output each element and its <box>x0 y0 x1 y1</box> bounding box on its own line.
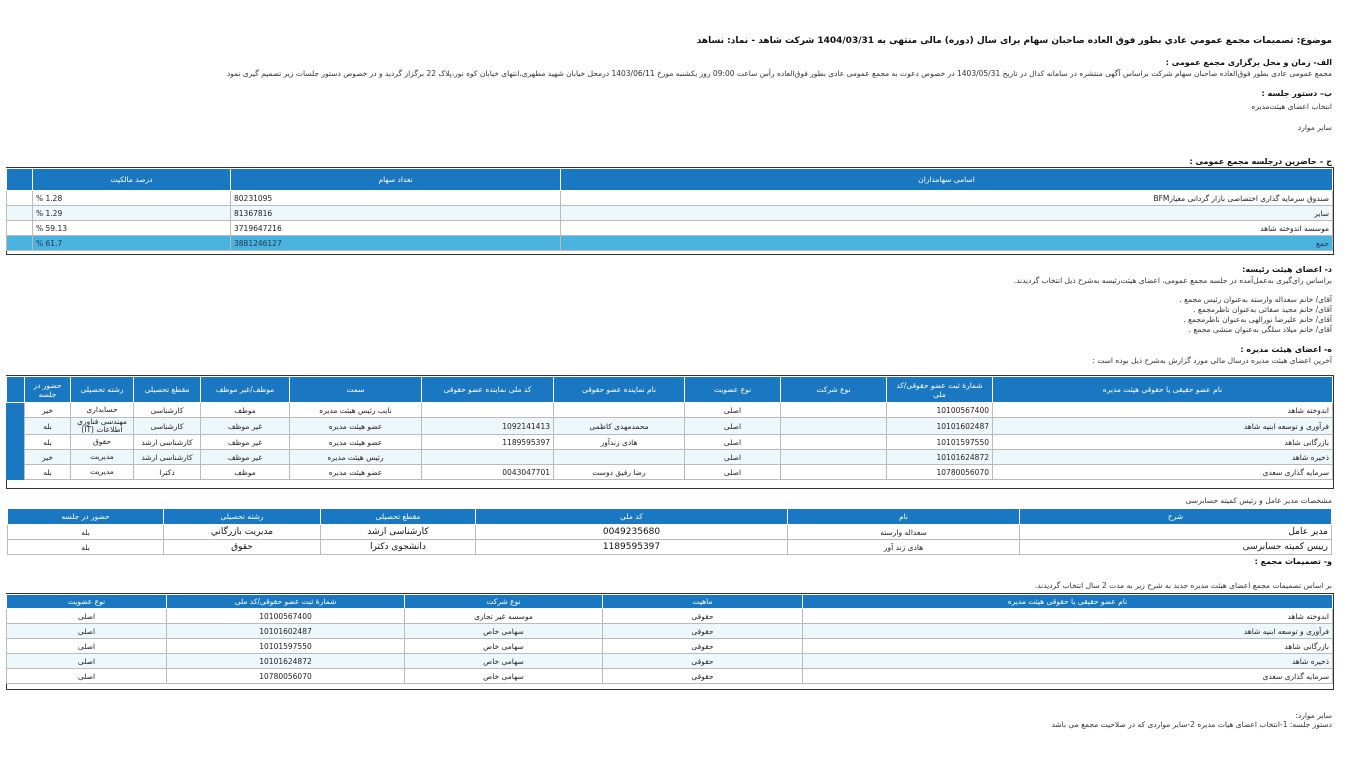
member-reg-no: 10101597550 <box>887 435 993 450</box>
member-name: اندوخته شاهد <box>993 403 1333 418</box>
board-row <box>7 450 1333 465</box>
ceo-table-frame <box>6 508 1332 555</box>
col-shareholders: اسامی سهامداران <box>561 169 1333 191</box>
new-member-name: اندوخته شاهد <box>803 609 1333 624</box>
new-board-row <box>7 624 1333 639</box>
shareholder-pct: 59.13 % <box>33 221 231 236</box>
new-member-membership: اصلی <box>7 669 167 684</box>
new-member-company-type: سهامی خاص <box>405 624 603 639</box>
new-member-name: فرآوری و توسعه ابنیه شاهد <box>803 624 1333 639</box>
attendees-table-frame <box>6 167 1334 255</box>
section-a-heading: الف- زمان و محل برگزاری مجمع عمومی : <box>1165 58 1332 67</box>
ceo-field: مدیریت بازرگاني <box>164 525 321 540</box>
agenda-item-1: انتخاب اعضای هیئت‌مدیره <box>1251 102 1332 111</box>
new-member-reg-no: 10780056070 <box>167 669 405 684</box>
section-d-intro: براساس رای‌گیری به‌عمل‌آمده در جلسه مجمع عمومی، اعضای هیئت‌رئیسه به‌شرح ذیل انتخاب گردیدند. <box>1013 276 1332 285</box>
ceo-attendance: بله <box>8 525 164 540</box>
col-field: رشته تحصیلی <box>164 509 321 525</box>
col-rep-national-id: کد ملی نماینده عضو حقوقی <box>422 377 554 403</box>
member-position: عضو هیئت مدیره <box>290 435 422 450</box>
col-percent: درصد مالکیت <box>33 169 231 191</box>
member-rep-name: رضا رفیق دوست <box>554 465 685 480</box>
ceo-national-id: 0049235680 <box>476 525 788 540</box>
board-row <box>7 465 1333 480</box>
member-field: مدیریت <box>71 450 134 465</box>
new-member-company-type: سهامی خاص <box>405 654 603 669</box>
section-f-intro: بر اساس تصمیمات مجمع اعضای هیئت مدیره جدید به شرح زیر به مدت 2 سال انتخاب گردیدند. <box>1034 581 1332 590</box>
member-attendance: بله <box>25 465 71 480</box>
new-member-nature: حقوقی <box>603 609 803 624</box>
shareholder-shares: 3719647216 <box>231 221 561 236</box>
new-member-nature: حقوقی <box>603 624 803 639</box>
member-rep-name: هادی زندآور <box>554 435 685 450</box>
member-position: عضو هیئت مدیره <box>290 465 422 480</box>
member-rep-national-id: 1092141413 <box>422 418 554 435</box>
ceo-desc: مدیر عامل <box>1020 525 1332 540</box>
member-duty: غیر موظف <box>201 435 290 450</box>
new-member-reg-no: 10100567400 <box>167 609 405 624</box>
col-attendance: حضور در جلسه <box>8 509 164 525</box>
new-board-row <box>7 609 1333 624</box>
new-member-name: ذخیره شاهد <box>803 654 1333 669</box>
member-reg-no: 10100567400 <box>887 403 993 418</box>
other-text: دستور جلسه: 1-انتخاب اعضای هیات مدیره 2-سایر مواردی که در صلاحیت مجمع می باشد <box>1051 720 1332 729</box>
member-degree: کارشناسی <box>134 418 201 435</box>
new-member-membership: اصلی <box>7 639 167 654</box>
member-reg-no: 10780056070 <box>887 465 993 480</box>
member-name: فرآوری و توسعه ابنیه شاهد <box>993 418 1333 435</box>
new-member-membership: اصلی <box>7 609 167 624</box>
new-board-table-frame <box>6 593 1334 690</box>
col-membership: نوع عضویت <box>685 377 781 403</box>
member-rep-national-id <box>422 403 554 418</box>
col-degree: مقطع تحصیلی <box>134 377 201 403</box>
new-board-table <box>6 594 1333 684</box>
new-board-row <box>7 669 1333 684</box>
new-member-name: بازرگانی شاهد <box>803 639 1333 654</box>
member-duty: موظف <box>201 403 290 418</box>
member-rep-name: محمدمهدی کاظمی <box>554 418 685 435</box>
shareholder-pct: 1.29 % <box>33 206 231 221</box>
new-member-reg-no: 10101624872 <box>167 654 405 669</box>
member-reg-no: 10101624872 <box>887 450 993 465</box>
section-e-intro: آخرین اعضای هیئت مدیره درسال مالی مورد گزارش به‌شرح ذیل بوده است : <box>1092 356 1332 365</box>
new-member-nature: حقوقی <box>603 639 803 654</box>
new-member-membership: اصلی <box>7 624 167 639</box>
member-degree: کارشناسی ارشد <box>134 450 201 465</box>
board-row <box>7 435 1333 450</box>
board-table-frame <box>6 375 1334 489</box>
col-attendance: حضور در جلسه <box>25 377 71 403</box>
audit-head-national-id: 1189595397 <box>476 540 788 555</box>
member-membership: اصلی <box>685 435 781 450</box>
member-field: مهندسی فناوری اطلاعات (IT) <box>71 418 134 435</box>
member-attendance: بله <box>25 418 71 435</box>
member-field: حقوق <box>71 435 134 450</box>
col-membership: نوع عضویت <box>7 595 167 609</box>
ceo-table <box>7 508 1332 555</box>
total-label: جمع <box>561 236 1333 251</box>
col-desc: شرح <box>1020 509 1332 525</box>
new-member-company-type: سهامی خاص <box>405 669 603 684</box>
member-name: بازرگانی شاهد <box>993 435 1333 450</box>
member-rep-national-id: 0043047701 <box>422 465 554 480</box>
member-membership: اصلی <box>685 465 781 480</box>
new-member-name: سرمایه گذاری سعدی <box>803 669 1333 684</box>
ceo-degree: کارشناسی ارشد <box>321 525 476 540</box>
new-board-row <box>7 639 1333 654</box>
shareholder-name: صندوق سرمایه گذاری اختصاصی بازار گردانی معیارBFM <box>561 191 1333 206</box>
presidium-line-3: آقای/ خانم علیرضا نورالهی به‌عنوان ناظرمجمع . <box>1183 315 1332 324</box>
section-c-heading: ج – حاضرین درجلسه مجمع عمومی : <box>1189 157 1332 166</box>
col-member-name: نام عضو حقیقی یا حقوقی هیئت مدیره <box>803 595 1333 609</box>
new-member-company-type: سهامی خاص <box>405 639 603 654</box>
member-duty: غیر موظف <box>201 418 290 435</box>
audit-head-attendance: بله <box>8 540 164 555</box>
member-rep-name <box>554 450 685 465</box>
new-member-reg-no: 10101597550 <box>167 639 405 654</box>
section-e-heading: ه- اعضای هیئت مدیره : <box>1240 345 1332 354</box>
member-duty: غیر موظف <box>201 450 290 465</box>
col-company-type: نوع شرکت <box>781 377 887 403</box>
board-row <box>7 418 1333 435</box>
new-member-reg-no: 10101602487 <box>167 624 405 639</box>
member-company-type <box>781 465 887 480</box>
shareholder-pct: 1.28 % <box>33 191 231 206</box>
section-f-heading: و- تصمیمات مجمع : <box>1254 557 1332 566</box>
col-duty: موظف/غیر موظف <box>201 377 290 403</box>
new-member-nature: حقوقی <box>603 654 803 669</box>
shareholder-name: موسسه اندوخته شاهد <box>561 221 1333 236</box>
col-member-name: نام عضو حقیقی یا حقوقی هیئت مدیره <box>993 377 1333 403</box>
col-national-id: کد ملی <box>476 509 788 525</box>
member-degree: دکترا <box>134 465 201 480</box>
total-pct: 61.7 % <box>33 236 231 251</box>
member-reg-no: 10101602487 <box>887 418 993 435</box>
col-degree: مقطع تحصیلی <box>321 509 476 525</box>
audit-head-degree: دانشجوی دکترا <box>321 540 476 555</box>
member-name: ذخیره شاهد <box>993 450 1333 465</box>
member-name: سرمایه گذاری سعدی <box>993 465 1333 480</box>
col-position: سمت <box>290 377 422 403</box>
member-attendance: خیر <box>25 450 71 465</box>
member-degree: کارشناسی <box>134 403 201 418</box>
col-nature: ماهیت <box>603 595 803 609</box>
audit-head-desc: رييس کميته حسابرسی <box>1020 540 1332 555</box>
member-field: حسابداری <box>71 403 134 418</box>
member-membership: اصلی <box>685 450 781 465</box>
agenda-item-2: سایر موارد <box>1297 123 1332 132</box>
board-row <box>7 403 1333 418</box>
page-title: موضوع: تصمیمات مجمع عمومي عادي بطور فوق العاده صاحبان سهام برای سال (دوره) مالی منتهی به 1404/03/31 شرکت شاهد - نماد: نساهد <box>696 36 1332 46</box>
member-attendance: بله <box>25 435 71 450</box>
section-d-heading: د- اعضای هیئت رئیسه: <box>1242 265 1332 274</box>
member-company-type <box>781 450 887 465</box>
member-position: رئیس هیئت مدیره <box>290 450 422 465</box>
presidium-line-4: آقای/ خانم میلاد سلگی به‌عنوان منشی مجمع . <box>1188 325 1332 334</box>
new-member-company-type: موسسه غیر تجاری <box>405 609 603 624</box>
total-shares: 3881246127 <box>231 236 561 251</box>
col-company-type: نوع شرکت <box>405 595 603 609</box>
section-a-text: مجمع عمومی عادی بطور فوق‌العاده صاحبان سهام شرکت براساس آگهی منتشره در سامانه کدال در تاریخ 1403/05/31 در خصوص دعوت به مجمع عمومی عادی بطور فوق‌العاده رأس ساعت 09:00 روز یکشنبه مورخ 1403/06/11 درمحل خیابان شهید مطهری،انتهای خیابان کوه نور،پلاک 22 برگزار گردید و در خصوص دستور جلسات زیر تصمیم گیری نمود <box>226 69 1332 78</box>
member-duty: موظف <box>201 465 290 480</box>
col-reg-no: شمارهٔ ثبت عضو حقوقی/کد ملی <box>167 595 405 609</box>
attendees-table <box>6 168 1333 251</box>
board-table <box>6 376 1333 480</box>
shareholder-name: سایر <box>561 206 1333 221</box>
presidium-line-2: آقای/ خانم مجید صفائی به‌عنوان ناظرمجمع . <box>1193 305 1332 314</box>
member-company-type <box>781 403 887 418</box>
new-board-row <box>7 654 1333 669</box>
audit-head-field: حقوق <box>164 540 321 555</box>
member-attendance: خیر <box>25 403 71 418</box>
ceo-table-caption: مشخصات مدیر عامل و رئیس کمیته حسابرسی <box>1185 496 1332 505</box>
member-membership: اصلی <box>685 418 781 435</box>
presidium-line-1: آقای/ خانم سعداله وارسته به‌عنوان رئیس مجمع . <box>1179 295 1332 304</box>
member-membership: اصلی <box>685 403 781 418</box>
ceo-name: سعداله وارسته <box>788 525 1020 540</box>
col-field: رشته تحصیلی <box>71 377 134 403</box>
col-name: نام <box>788 509 1020 525</box>
col-reg-no: شمارهٔ ثبت عضو حقوقی/کد ملی <box>887 377 993 403</box>
shareholder-shares: 81367816 <box>231 206 561 221</box>
member-company-type <box>781 435 887 450</box>
shareholder-shares: 80231095 <box>231 191 561 206</box>
new-member-membership: اصلی <box>7 654 167 669</box>
member-position: نایب رئیس هیئت مدیره <box>290 403 422 418</box>
other-heading: سایر موارد: <box>1295 711 1332 720</box>
col-shares: تعداد سهام <box>231 169 561 191</box>
member-company-type <box>781 418 887 435</box>
audit-head-name: هادی زند آور <box>788 540 1020 555</box>
section-b-heading: ب– دستور جلسه : <box>1261 89 1332 98</box>
member-rep-national-id: 1189595397 <box>422 435 554 450</box>
member-degree: کارشناسی ارشد <box>134 435 201 450</box>
member-rep-national-id <box>422 450 554 465</box>
col-rep-name: نام نماینده عضو حقوقی <box>554 377 685 403</box>
member-position: عضو هیئت مدیره <box>290 418 422 435</box>
new-member-nature: حقوقی <box>603 669 803 684</box>
member-field: مدیریت <box>71 465 134 480</box>
member-rep-name <box>554 403 685 418</box>
